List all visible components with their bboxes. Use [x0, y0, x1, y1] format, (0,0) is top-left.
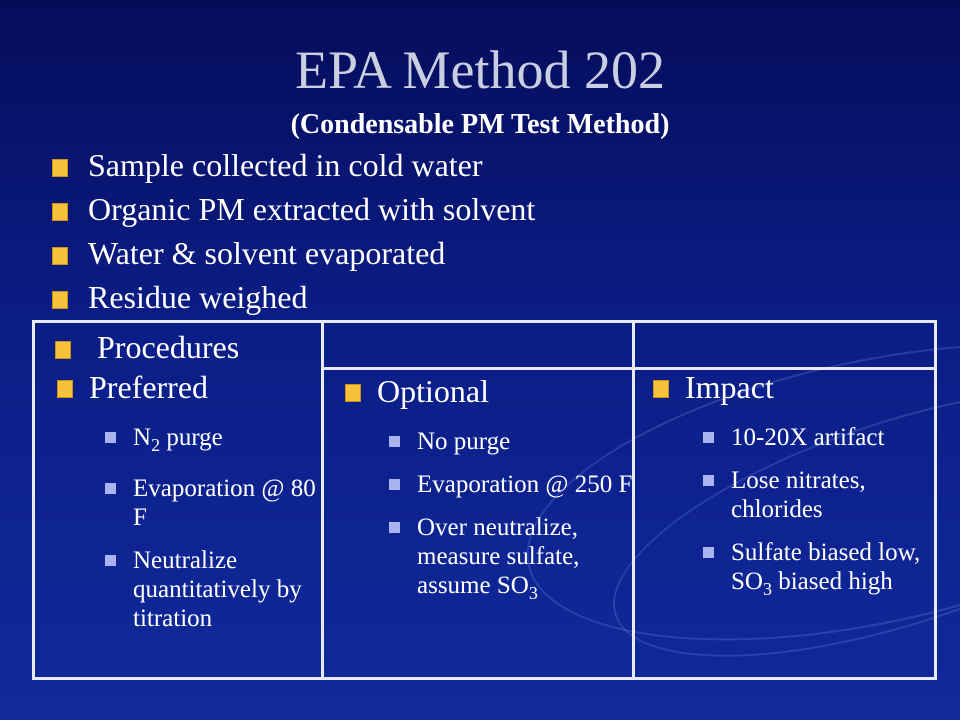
- sub-bullet-item: [103, 546, 319, 633]
- sub-bullet-text: Evaporation @ 250 F: [417, 471, 633, 498]
- column-heading-text: Preferred: [89, 369, 209, 405]
- column-heading-text: Optional: [377, 373, 489, 409]
- sub-bullet-item: [701, 466, 935, 524]
- sub-bullet-item: [387, 427, 635, 456]
- square-bullet-icon: [57, 380, 73, 398]
- column-impact: [653, 367, 935, 604]
- sub-bullet-item: [701, 538, 935, 604]
- sub-bullet-text: N: [133, 424, 152, 451]
- procedures-heading: [55, 327, 239, 367]
- sub-bullet-icon: [389, 436, 400, 447]
- sub-bullet-text: Sulfate biased low, SO: [731, 539, 921, 595]
- bullet-text: Sample collected in cold water: [88, 147, 483, 183]
- sub-bullet-text: purge: [160, 424, 223, 451]
- square-bullet-icon: [653, 380, 669, 398]
- column-heading: [653, 367, 935, 407]
- bullet-text: Organic PM extracted with solvent: [88, 191, 536, 227]
- sub-bullet-text: 10-20X artifact: [731, 424, 885, 451]
- sub-bullet-icon: [703, 432, 714, 443]
- sub-bullet-icon: [105, 432, 116, 443]
- bullet-text: Residue weighed: [88, 279, 308, 315]
- sub-bullet-item: [701, 423, 935, 452]
- sub-bullet-text: Lose nitrates, chlorides: [731, 467, 866, 523]
- column-heading: [345, 371, 635, 411]
- sub-bullet-text: No purge: [417, 428, 511, 455]
- sub-bullet-icon: [703, 475, 714, 486]
- column-optional: [345, 371, 635, 608]
- square-bullet-icon: [345, 384, 361, 402]
- sub-bullet-item: [387, 513, 635, 608]
- column-divider: [321, 323, 324, 677]
- subscript: 3: [762, 579, 772, 599]
- bullet-item: [52, 145, 535, 189]
- column-heading: [57, 367, 319, 407]
- square-bullet-icon: [52, 247, 68, 265]
- column-preferred: [57, 367, 319, 633]
- sub-bullet-text: Evaporation @ 80 F: [133, 475, 316, 531]
- square-bullet-icon: [52, 203, 68, 221]
- square-bullet-icon: [55, 341, 71, 359]
- sub-bullet-icon: [105, 483, 116, 494]
- sub-bullet-text: biased high: [771, 568, 893, 595]
- bullet-item: [52, 277, 535, 321]
- sub-bullet-item: [103, 423, 319, 460]
- subscript: 2: [151, 435, 161, 455]
- sub-bullet-item: [387, 470, 635, 499]
- sub-bullet-text: Neutralize quantitatively by titration: [133, 547, 302, 632]
- bullet-item: [52, 189, 535, 233]
- sub-bullet-icon: [389, 479, 400, 490]
- sub-bullet-icon: [703, 547, 714, 558]
- column-heading-text: Impact: [685, 369, 774, 405]
- procedures-table: [32, 320, 937, 680]
- sub-bullet-text: Over neutralize, measure sulfate, assume SO: [417, 514, 580, 599]
- sub-bullet-icon: [105, 555, 116, 566]
- bullet-list: [52, 145, 535, 321]
- square-bullet-icon: [52, 291, 68, 309]
- procedures-label: Procedures: [97, 329, 240, 365]
- slide-subtitle: (Condensable PM Test Method): [290, 109, 670, 140]
- subscript: 3: [528, 583, 538, 603]
- slide-title: EPA Method 202: [294, 40, 666, 100]
- bullet-item: [52, 233, 535, 277]
- sub-bullet-icon: [389, 522, 400, 533]
- sub-bullet-item: [103, 474, 319, 532]
- square-bullet-icon: [52, 159, 68, 177]
- bullet-text: Water & solvent evaporated: [88, 235, 446, 271]
